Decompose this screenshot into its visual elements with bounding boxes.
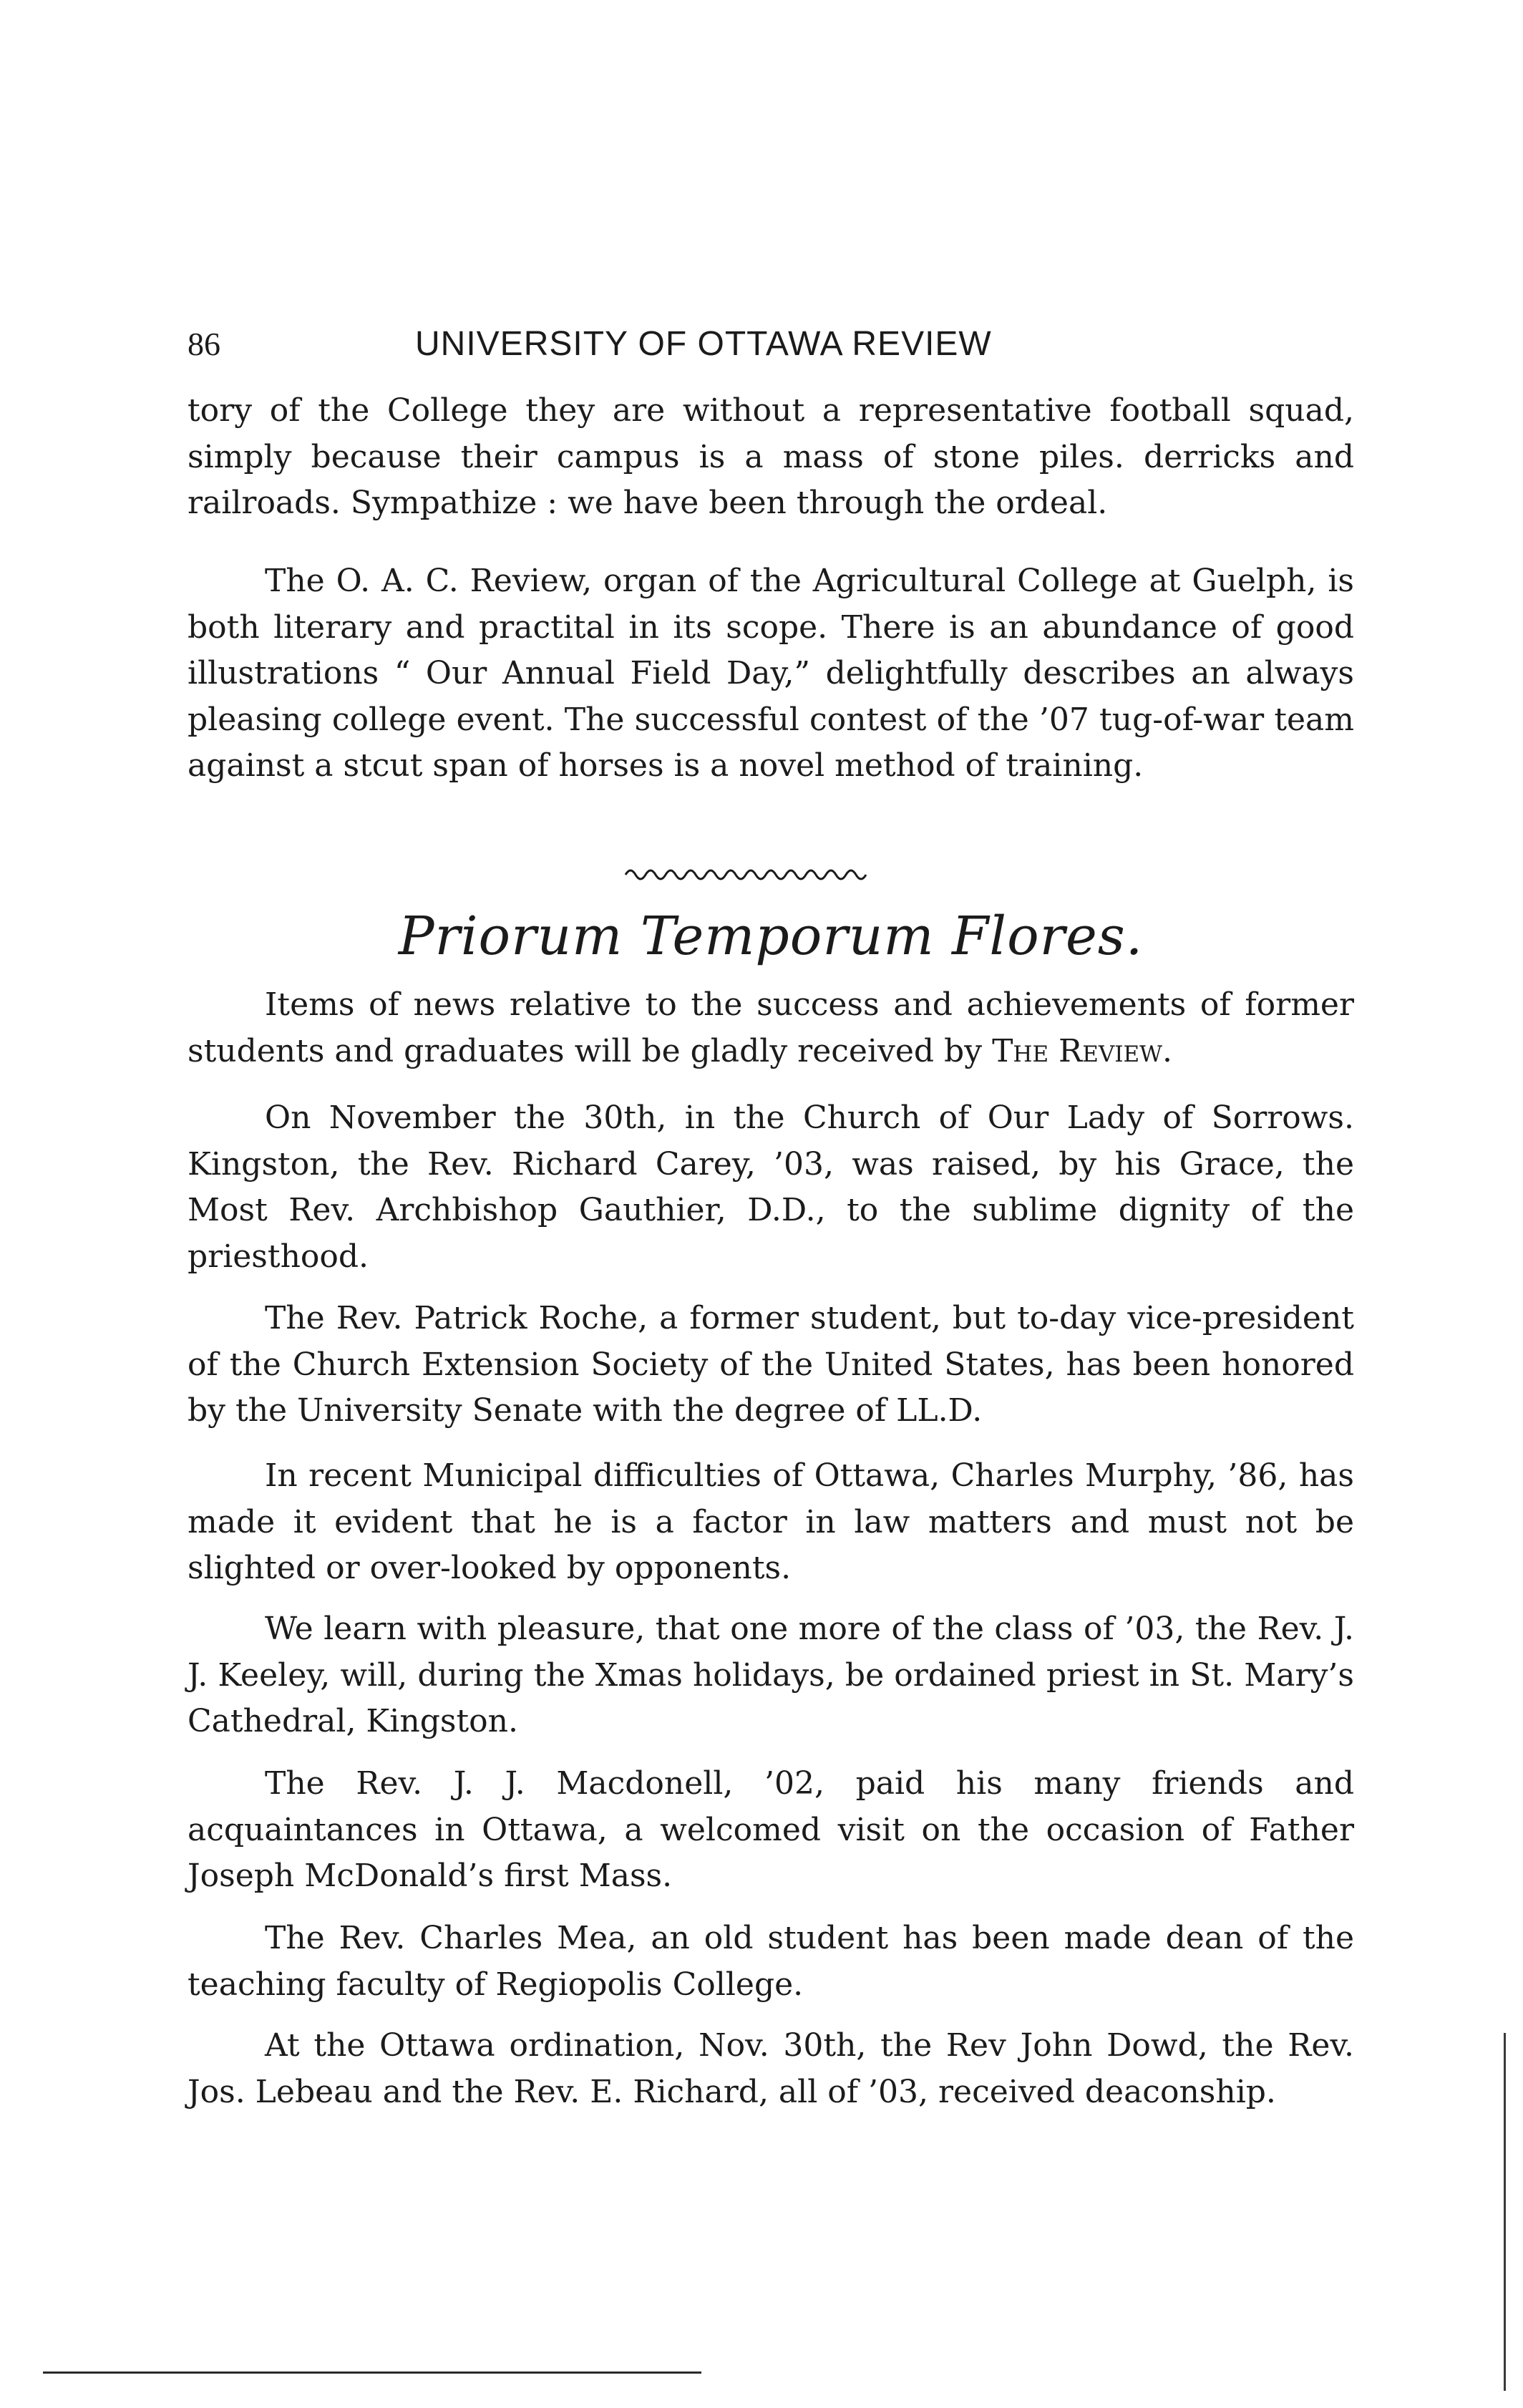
news-item-text: We learn with pleasure, that one more of the class of ’03, the Rev. J. J. Keeley, will, during the Xmas holidays, be ordained priest in St. Mary’s Cathedral, Kingston. [188,1611,1354,1739]
news-item-text: At the Ottawa ordination, Nov. 30th, the Rev John Dowd, the Rev. Jos. Lebeau and the Rev. E. Richard, all of ’03, received deaconship. [188,2027,1354,2110]
paragraph-intro [188,982,1354,1074]
news-item [188,1916,1354,2008]
paragraph-text: tory of the College they are without a representative football squad, simply because their campus is a mass of stone piles. derricks and railroads. Sympathize : we have been through the ordeal. [188,392,1354,521]
section-heading: Priorum Temporum Flores. [398,906,1144,967]
publication-name: The Review. [992,1032,1172,1069]
news-item-text: The Rev. Patrick Roche, a former student, but to-day vice-president of the Church Extension Society of the United States, has been honored by the University Senate with the degree of LL.D. [188,1300,1354,1429]
paragraph-text: The O. A. C. Review, organ of the Agricultural College at Guelph, is both literary and practital in its scope. There is an abundance of good illustrations “ Our Annual Field Day,” delightfully describes an always pleasing college event. The successful contest of the ’07 tug-of-war team against a stcut span of horses is a novel method of training. [188,563,1354,784]
news-item [188,1453,1354,1592]
news-item-text: On November the 30th, in the Church of Our Lady of Sorrows. Kingston, the Rev. Richard Carey, ’03, was raised, by his Grace, the Most Rev. Archbishop Gauthier, D.D., to the sublime dignity of the priesthood. [188,1099,1354,1275]
news-item [188,1761,1354,1900]
wavy-divider-ornament [624,865,867,885]
paragraph-oac-review [188,558,1354,790]
bottom-scan-rule [43,2371,701,2375]
news-item [188,1095,1354,1280]
news-item-text: The Rev. Charles Mea, an old student has been made dean of the teaching faculty of Regiopolis College. [188,1920,1354,2003]
page-edge-shadow [1503,2033,1507,2391]
news-item [188,1606,1354,1745]
news-item [188,2023,1354,2115]
news-item-text: The Rev. J. J. Macdonell, ’02, paid his many friends and acquaintances in Ottawa, a welcomed visit on the occasion of Father Joseph McDonald’s first Mass. [188,1765,1354,1894]
page-number: 86 [188,326,220,362]
news-item-text: In recent Municipal difficulties of Ottawa, Charles Murphy, ’86, has made it evident that he is a factor in law matters and must not be slighted or over-looked by opponents. [188,1457,1354,1586]
page-header [188,321,1125,371]
news-item [188,1296,1354,1434]
running-title: UNIVERSITY OF OTTAWA REVIEW [415,325,992,363]
intro-text: Items of news relative to the success and achievements of former students and graduates will be gladly received by [188,986,1354,1069]
paragraph-continuation [188,388,1354,527]
